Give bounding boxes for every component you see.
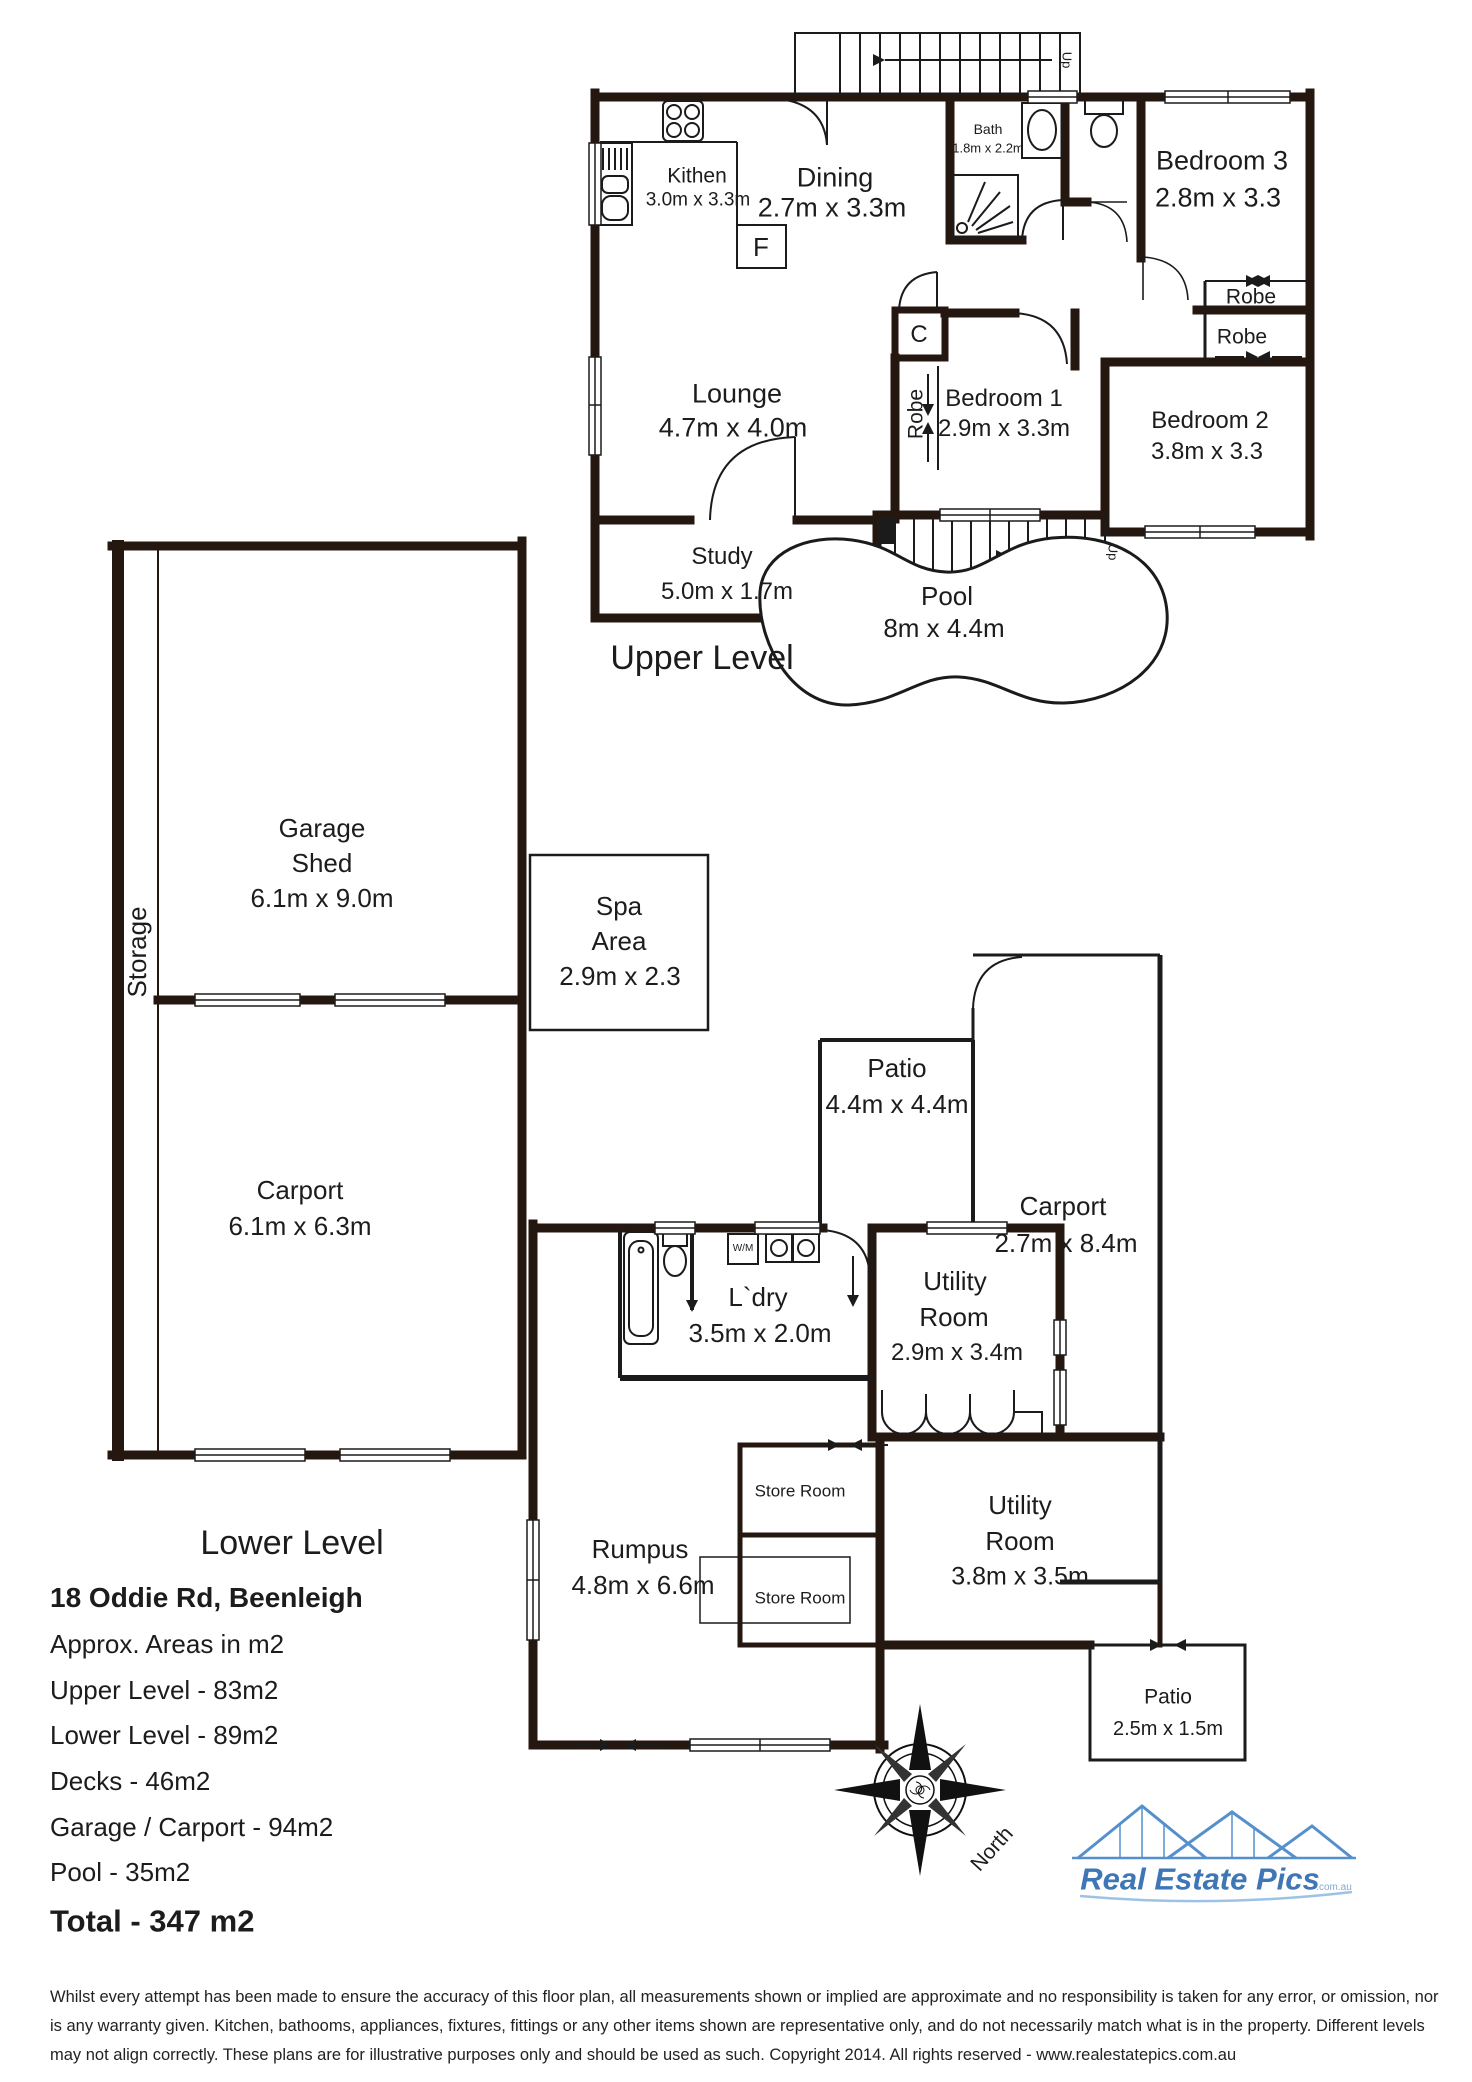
dining-label: Dining [796,162,874,193]
spa-label-2: Area [591,926,647,956]
robe-bed1-label: Robe [904,388,928,440]
bath-dims: 1.8m x 2.2m [952,140,1024,156]
kitchen-dims: 3.0m x 3.3m [645,189,751,211]
total-area: Total - 347 m2 [50,1903,255,1939]
garage-label-1: Garage [278,813,366,843]
lounge-dims: 4.7m x 4.0m [658,412,808,443]
utility1-label-1: Utility [923,1266,987,1296]
store-room-1-label: Store Room [754,1481,846,1501]
laundry-label: L`dry [728,1282,788,1312]
store-rooms [700,1445,880,1645]
bedroom3-dims: 2.8m x 3.3 [1154,182,1282,213]
spa-label-1: Spa [595,891,643,921]
carport-right-label: Carport [1019,1191,1107,1221]
upper-level-caption: Upper Level [610,639,794,677]
washing-machine-label: W/M [732,1243,754,1254]
area-pool: Pool - 35m2 [50,1857,191,1887]
rumpus-label: Rumpus [591,1534,689,1564]
dining-dims: 2.7m x 3.3m [757,192,907,223]
garage-block-walls [112,541,522,1455]
up-top-label: Up [1059,51,1075,69]
robe-bed3-label: Robe [1225,285,1277,309]
study-dims: 5.0m x 1.7m [660,578,794,605]
bath-label: Bath [973,121,1003,137]
cupboard-label: C [910,321,928,348]
spa-dims: 2.9m x 2.3 [559,961,681,991]
utility2-dims: 3.8m x 3.5m [951,1562,1089,1591]
carport-right-dims: 2.7m x 8.4m [994,1228,1138,1258]
bedroom1-dims: 2.9m x 3.3m [937,415,1071,442]
fridge-label: F [753,232,769,262]
patio-small-dims: 2.5m x 1.5m [1112,1718,1224,1740]
bedroom1-label: Bedroom 1 [945,385,1063,412]
store-room-2-label: Store Room [754,1588,846,1608]
robe-bed2-label: Robe [1216,325,1268,349]
patio-small-label: Patio [1144,1685,1192,1709]
garage-dims: 6.1m x 9.0m [250,883,394,913]
area-upper-level: Upper Level - 83m2 [50,1675,279,1705]
utility1-label-2: Room [919,1302,989,1332]
kitchen-label: Kithen [667,164,727,188]
rumpus-dims: 4.8m x 6.6m [571,1570,715,1600]
area-garage-carport: Garage / Carport - 94m2 [50,1812,334,1842]
laundry-dims: 3.5m x 2.0m [688,1318,832,1348]
logo-brand-text: Real Estate Pics [1080,1861,1320,1897]
bedroom3-label: Bedroom 3 [1155,145,1289,176]
area-decks: Decks - 46m2 [50,1766,211,1796]
carport-left-label: Carport [256,1175,344,1205]
pool-label: Pool [920,581,974,611]
garage-label-2: Shed [291,848,353,878]
pool-dims: 8m x 4.4m [883,613,1005,643]
logo-suffix-text: .com.au [1316,1882,1352,1893]
utility1-dims: 2.9m x 3.4m [890,1339,1024,1366]
approx-areas-line: Approx. Areas in m2 [50,1629,285,1659]
area-lower-level: Lower Level - 89m2 [50,1720,279,1750]
disclaimer-line-1: Whilst every attempt has been made to ensure the accuracy of this floor plan, all measurements shown or implied are approximate and no responsibility is taken for any error, or omission, nor [50,1987,1439,2006]
north-label: North [966,1822,1018,1876]
utility2-label-1: Utility [988,1490,1052,1520]
patio-large-dims: 4.4m x 4.4m [825,1089,969,1119]
up-bottom-label: Up [1105,543,1121,561]
lower-level-walls [533,1224,1160,1749]
lounge-label: Lounge [691,378,783,409]
storage-label: Storage [122,906,152,998]
lower-level-caption: Lower Level [200,1524,384,1562]
study-label: Study [691,543,753,570]
bedroom2-label: Bedroom 2 [1151,407,1269,434]
address-title: 18 Oddie Rd, Beenleigh [50,1582,363,1613]
carport-left-dims: 6.1m x 6.3m [228,1211,372,1241]
patio-large-label: Patio [867,1053,927,1083]
bedroom2-dims: 3.8m x 3.3 [1150,438,1264,465]
utility2-label-2: Room [985,1526,1055,1556]
disclaimer-line-3: may not align correctly. These plans are for illustrative purposes only and should be used as such. Copyright 2014. All rights reserved - www.realestatepics.com.au [50,2045,1237,2064]
disclaimer-line-2: is any warranty given. Kitchen, bathooms, appliances, fixtures, fittings or any other items shown are representative only, and do not necessarily match what is in the property. Different levels [50,2016,1425,2035]
